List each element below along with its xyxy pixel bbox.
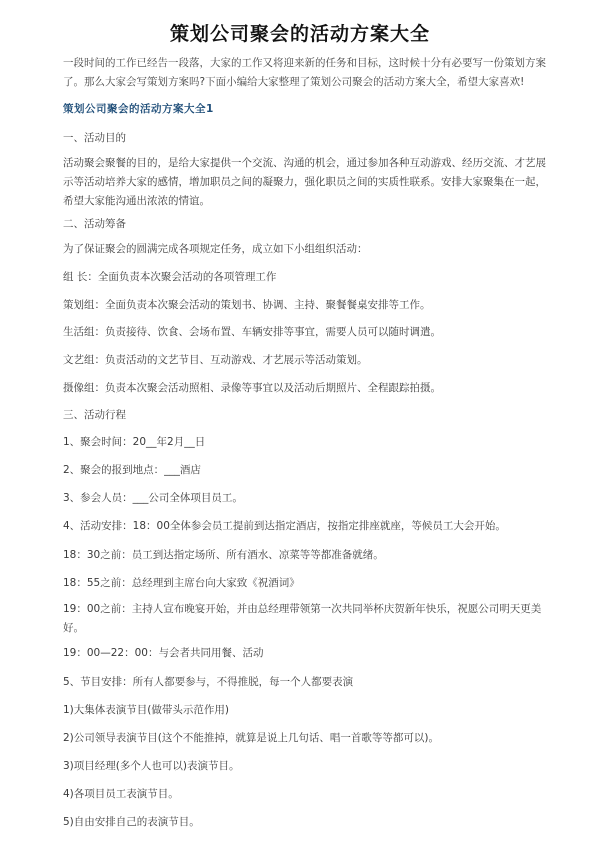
program-item-4: 4)各项目员工表演节目。 bbox=[63, 788, 179, 800]
planning-team-line: 策划组：全面负责本次聚会活动的策划书、协调、主持、聚餐餐桌安排等工作。 bbox=[63, 299, 431, 311]
heading-activity-preparation: 二、活动筹备 bbox=[63, 218, 126, 230]
preparation-intro: 为了保证聚会的圆满完成各项规定任务，成立如下小组组织活动： bbox=[63, 243, 368, 255]
page-title: 策划公司聚会的活动方案大全 bbox=[169, 23, 430, 45]
program-item-5: 5)自由安排自己的表演节目。 bbox=[63, 816, 200, 828]
program-item-2: 2)公司领导表演节目(这个不能推掉，就算是说上几句话、唱一首歌等等都可以)。 bbox=[63, 732, 439, 744]
program-item-1: 1)大集体表演节目(做带头示范作用) bbox=[63, 704, 229, 716]
heading-activity-schedule: 三、活动行程 bbox=[63, 409, 126, 421]
logistics-team-line: 生活组：负责接待、饮食、会场布置、车辆安排等事宜，需要人员可以随时调遣。 bbox=[63, 326, 441, 338]
heading-activity-purpose: 一、活动目的 bbox=[63, 132, 126, 144]
photo-team-line: 摄像组：负责本次聚会活动照相、录像等事宜以及活动后期照片、全程跟踪拍摄。 bbox=[63, 382, 441, 394]
schedule-attendees: 3、参会人员：___公司全体项目员工。 bbox=[63, 492, 243, 504]
schedule-1900: 19：00之前：主持人宣布晚宴开始，并由总经理带领第一次共同举杯庆贺新年快乐，祝愿公司明天更美好。 bbox=[63, 603, 542, 634]
section-heading: 策划公司聚会的活动方案大全1 bbox=[63, 103, 214, 115]
schedule-location: 2、聚会的报到地点：___酒店 bbox=[63, 464, 201, 476]
schedule-time: 1、聚会时间：20__年2月__日 bbox=[63, 436, 206, 448]
program-item-3: 3)项目经理(多个人也可以)表演节目。 bbox=[63, 760, 240, 772]
team-leader-line: 组 长：全面负责本次聚会活动的各项管理工作 bbox=[63, 271, 277, 283]
schedule-arrangement: 4、活动安排：18：00全体参会员工提前到达指定酒店，按指定排座就座，等候员工大会开始。 bbox=[63, 520, 506, 532]
arts-team-line: 文艺组：负责活动的文艺节目、互动游戏、才艺展示等活动策划。 bbox=[63, 354, 368, 366]
schedule-1830: 18：30之前：员工到达指定场所、所有酒水、凉菜等等都准备就绪。 bbox=[63, 549, 384, 561]
purpose-paragraph: 活动聚会聚餐的目的，是给大家提供一个交流、沟通的机会，通过参加各种互动游戏、经历交流、才艺展示等活动培养大家的感情，增加职员之间的凝聚力，强化职员之间的实质性联系。安排大家聚集在一起，希望大家能沟通出浓浓的情谊。 bbox=[63, 157, 546, 207]
program-arrangement: 5、节目安排：所有人都要参与，不得推脱，每一个人都要表演 bbox=[63, 676, 354, 688]
schedule-1855: 18：55之前：总经理到主席台向大家致《祝酒词》 bbox=[63, 577, 300, 589]
schedule-1900-2200: 19：00—22：00：与会者共同用餐、活动 bbox=[63, 647, 264, 659]
intro-paragraph: 一段时间的工作已经告一段落，大家的工作又将迎来新的任务和目标，这时候十分有必要写一份策划方案了。那么大家会写策划方案吗?下面小编给大家整理了策划公司聚会的活动方案大全，希望大家喜欢! bbox=[63, 57, 546, 88]
